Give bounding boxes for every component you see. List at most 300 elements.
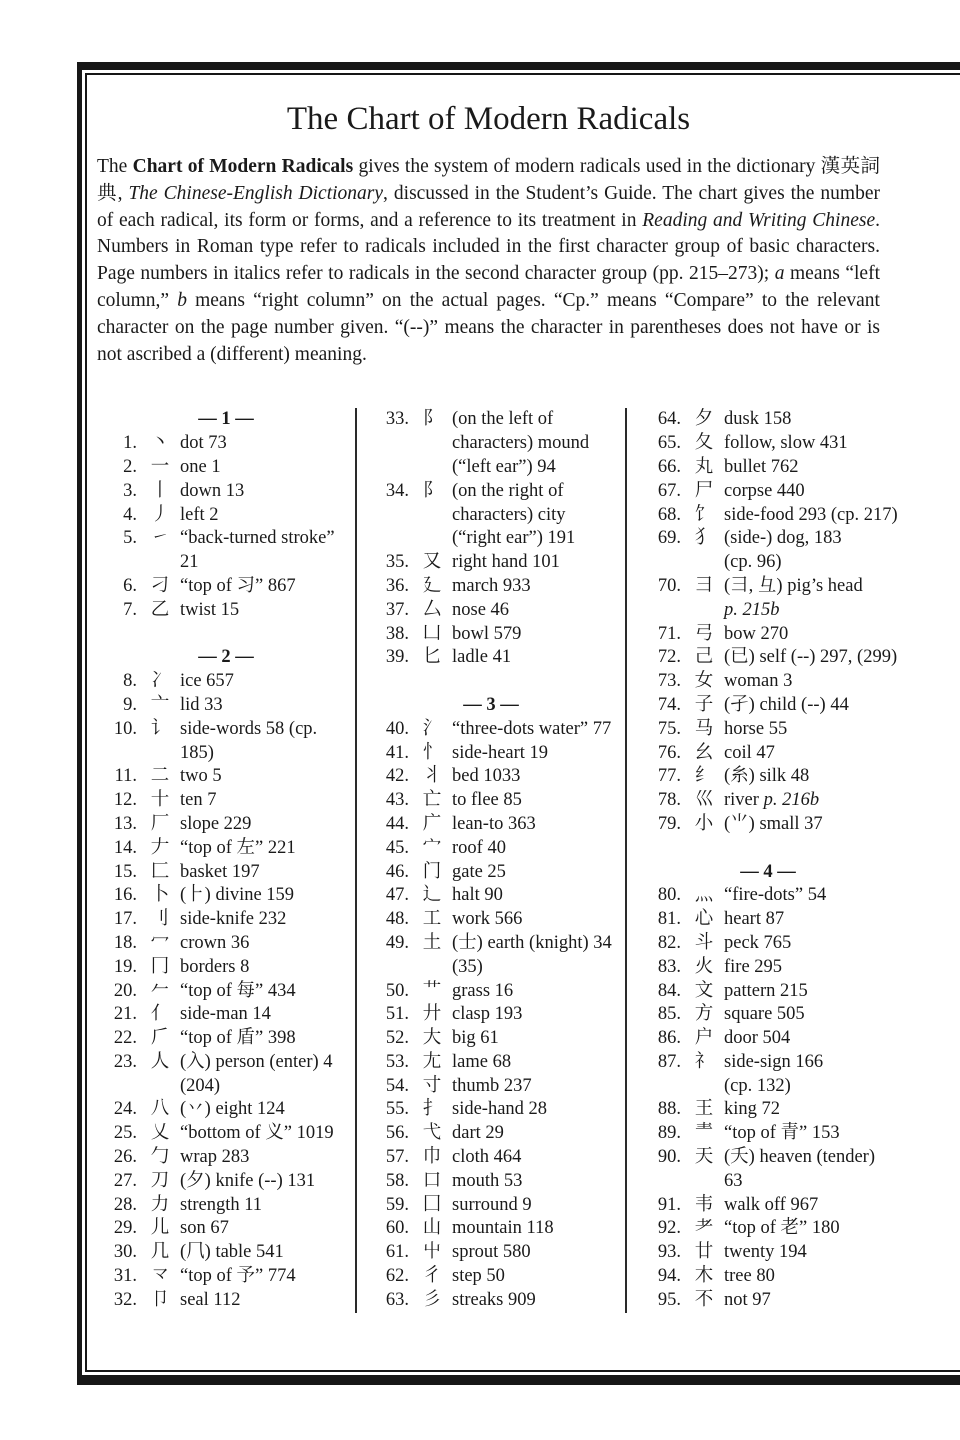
text-segment: side-heart 19 [452, 742, 549, 763]
radical-description [724, 480, 909, 504]
radical-entry [97, 1122, 355, 1146]
radical-description [180, 980, 355, 1004]
radical-entry [369, 837, 625, 861]
radical-glyph: 天 [694, 1147, 714, 1168]
radical-description [180, 1289, 355, 1313]
radical-description [724, 1289, 909, 1313]
text-segment: ice 657 [180, 671, 234, 692]
radical-number: 92. [657, 1218, 681, 1239]
radical-description [180, 956, 355, 980]
radical-number: 43. [385, 790, 409, 811]
radical-description [180, 932, 355, 956]
radical-glyph: 卩 [150, 1289, 170, 1310]
radical-glyph: 夂 [694, 433, 714, 454]
radical-entry [643, 1122, 909, 1146]
radical-glyph: 乂 [150, 1123, 170, 1144]
text-segment: slope 229 [180, 813, 252, 834]
radical-glyph: 尸 [694, 480, 714, 501]
radical-entry [97, 599, 355, 623]
radical-description [180, 1051, 355, 1099]
text-segment: son 67 [180, 1218, 229, 1239]
radical-description [452, 813, 625, 837]
radical-number: 36. [385, 575, 409, 596]
radical-description [452, 742, 625, 766]
radical-description [452, 1241, 625, 1265]
radical-glyph: 二 [150, 766, 170, 787]
radical-number: 20. [113, 980, 137, 1001]
radical-entry [97, 1170, 355, 1194]
radical-description [452, 1170, 625, 1194]
radical-description [724, 908, 909, 932]
radical-glyph: ㇀ [150, 528, 170, 549]
text-segment: “top of 左” 221 [180, 837, 296, 858]
radical-entry [97, 1003, 355, 1027]
radical-glyph: 饣 [694, 504, 714, 525]
radical-glyph: 礻 [694, 1051, 714, 1072]
text-segment: side-man 14 [180, 1004, 271, 1025]
text-segment: right hand 101 [452, 552, 560, 573]
radical-description [452, 861, 625, 885]
radical-description [724, 694, 909, 718]
chart-column-3 [627, 408, 909, 1312]
radical-glyph: 匚 [150, 861, 170, 882]
radical-entry [97, 837, 355, 861]
radical-glyph: 王 [694, 1099, 714, 1120]
text-segment: square 505 [724, 1004, 805, 1025]
radical-description [180, 1241, 355, 1265]
radical-number: 17. [113, 909, 137, 930]
radical-number: 77. [657, 766, 681, 787]
radical-description [180, 813, 355, 837]
radical-glyph: 廾 [422, 1004, 442, 1025]
radical-description [452, 837, 625, 861]
radical-number: 57. [385, 1147, 409, 1168]
radical-number: 12. [113, 790, 137, 811]
radical-glyph: 𠂇 [150, 837, 170, 858]
radical-number: 27. [113, 1170, 137, 1191]
radical-number: 7. [123, 599, 137, 620]
radical-entry [643, 480, 909, 504]
text-segment: (cp. 96) [724, 552, 782, 573]
radical-description [452, 789, 625, 813]
radical-number: 87. [657, 1051, 681, 1072]
radical-number: 9. [123, 694, 137, 715]
text-segment: 63 [724, 1170, 743, 1191]
text-segment: gives the system of modern radicals used in the dictionary 漢英詞典, [97, 156, 880, 204]
radical-entry [97, 1051, 355, 1099]
text-segment: side-food 293 (cp. 217) [724, 504, 898, 525]
radical-description [452, 599, 625, 623]
radical-number: 26. [113, 1147, 137, 1168]
radical-number: 48. [385, 909, 409, 930]
text-segment: “top of 予” 774 [180, 1266, 296, 1287]
text-segment: (⺇) table 541 [180, 1242, 284, 1263]
text-segment: (入) person (enter) 4 [180, 1051, 333, 1072]
radical-description [180, 1170, 355, 1194]
page-frame-outer [77, 62, 960, 1385]
radical-glyph: 山 [422, 1218, 442, 1239]
radical-description [724, 1027, 909, 1051]
text-segment: twist 15 [180, 599, 240, 620]
radical-number: 59. [385, 1194, 409, 1215]
intro-paragraph [97, 154, 880, 368]
radical-description [724, 1003, 909, 1027]
radical-description [724, 432, 909, 456]
radical-description [180, 1146, 355, 1170]
radical-entry [369, 1265, 625, 1289]
radical-number: 63. [385, 1289, 409, 1310]
radical-glyph: 十 [150, 790, 170, 811]
radical-glyph: 夕 [694, 409, 714, 430]
radical-number: 4. [123, 504, 137, 525]
text-segment: side-knife 232 [180, 909, 287, 930]
text-segment: basket 197 [180, 861, 260, 882]
text-segment: (丷) eight 124 [180, 1099, 285, 1120]
radical-entry [97, 694, 355, 718]
radical-entry [369, 575, 625, 599]
radical-number: 14. [113, 837, 137, 858]
text-segment: crown 36 [180, 932, 250, 953]
radical-description [724, 504, 909, 528]
page-frame-inner [85, 73, 960, 1372]
radical-description [180, 789, 355, 813]
text-segment: big 61 [452, 1028, 499, 1049]
radical-number: 94. [657, 1266, 681, 1287]
spacer [643, 837, 909, 861]
radical-entry [643, 456, 909, 480]
radical-description [724, 575, 909, 623]
radical-entry [643, 742, 909, 766]
radical-entry [97, 980, 355, 1004]
text-segment: borders 8 [180, 956, 250, 977]
radical-description [180, 718, 355, 766]
radical-number: 67. [657, 480, 681, 501]
radical-description [180, 884, 355, 908]
text-segment: (35) [452, 956, 483, 977]
radical-description [724, 1051, 909, 1099]
spacer [97, 623, 355, 647]
radical-number: 51. [385, 1004, 409, 1025]
radical-number: 69. [657, 528, 681, 549]
radical-entry [643, 1265, 909, 1289]
radical-glyph: 子 [694, 694, 714, 715]
radical-number: 1. [123, 433, 137, 454]
text-segment: river [724, 790, 764, 811]
radical-description [452, 1027, 625, 1051]
text-segment: dart 29 [452, 1123, 504, 1144]
radical-entry [369, 742, 625, 766]
radical-description [724, 1146, 909, 1194]
text-segment: (“right ear”) 191 [452, 528, 576, 549]
text-segment: a [774, 263, 785, 285]
text-segment: twenty 194 [724, 1242, 807, 1263]
radical-glyph: 文 [694, 980, 714, 1001]
radical-glyph: 火 [694, 956, 714, 977]
radical-entry [643, 527, 909, 575]
text-segment: coil 47 [724, 742, 775, 763]
radical-entry [369, 1003, 625, 1027]
radical-description [180, 527, 355, 575]
radical-description [452, 980, 625, 1004]
radical-description [724, 789, 909, 813]
radical-description [452, 1051, 625, 1075]
radical-glyph: 灬 [694, 885, 714, 906]
page-title: The Chart of Modern Radicals [286, 101, 691, 137]
radical-description [724, 527, 909, 575]
radical-description [452, 575, 625, 599]
radical-glyph: 儿 [150, 1218, 170, 1239]
radical-entry [643, 646, 909, 670]
radical-description [452, 551, 625, 575]
radical-entry [643, 432, 909, 456]
radical-entry [369, 932, 625, 980]
text-segment: side-words 58 (cp. [180, 718, 318, 739]
text-segment: heart 87 [724, 909, 785, 930]
text-segment: walk off 967 [724, 1194, 819, 1215]
radical-entry [643, 1289, 909, 1313]
text-segment: (夭) heaven (tender) [724, 1147, 875, 1168]
text-segment: fire 295 [724, 956, 783, 977]
text-segment: b [177, 289, 187, 311]
radical-glyph: 彐 [694, 575, 714, 596]
radical-number: 11. [114, 766, 137, 787]
text-segment: step 50 [452, 1266, 505, 1287]
radical-glyph: 刂 [150, 909, 170, 930]
text-segment: The [97, 156, 133, 177]
section-header: — 1 — [198, 409, 254, 430]
text-segment: woman 3 [724, 671, 793, 692]
radical-number: 38. [385, 623, 409, 644]
section-header: — 4 — [740, 861, 796, 882]
radical-entry [97, 789, 355, 813]
radical-number: 30. [113, 1242, 137, 1263]
radical-glyph: 勹 [150, 1147, 170, 1168]
radical-description [724, 1241, 909, 1265]
radical-entry [369, 1122, 625, 1146]
text-segment: Chart of Modern Radicals [132, 156, 354, 177]
radical-number: 49. [385, 932, 409, 953]
radical-glyph: 冖 [150, 932, 170, 953]
radical-number: 95. [657, 1289, 681, 1310]
radical-glyph: 己 [694, 647, 714, 668]
text-segment: nose 46 [452, 599, 510, 620]
radical-number: 5. [123, 528, 137, 549]
radical-glyph: 厶 [422, 599, 442, 620]
text-segment: lid 33 [180, 694, 223, 715]
radical-number: 52. [385, 1028, 409, 1049]
radical-glyph: 马 [694, 718, 714, 739]
text-segment: “top of 习” 867 [180, 575, 296, 596]
radical-glyph: 辶 [422, 885, 442, 906]
radical-glyph: 寸 [422, 1075, 442, 1096]
radical-description [724, 456, 909, 480]
radical-entry [369, 599, 625, 623]
radical-description [724, 1194, 909, 1218]
radical-glyph: 力 [150, 1194, 170, 1215]
radical-number: 71. [657, 623, 681, 644]
radical-entry [643, 1146, 909, 1194]
radical-glyph: 𠂆 [150, 1028, 170, 1049]
radical-entry [643, 1217, 909, 1241]
radical-number: 19. [113, 956, 137, 977]
radical-description [724, 408, 909, 432]
radical-description [452, 1217, 625, 1241]
text-segment: to flee 85 [452, 790, 522, 811]
radical-entry [643, 932, 909, 956]
radical-number: 35. [385, 552, 409, 573]
radical-description [724, 623, 909, 647]
radical-glyph: 亠 [150, 694, 170, 715]
radical-number: 60. [385, 1218, 409, 1239]
radical-description [180, 861, 355, 885]
radical-entry [643, 504, 909, 528]
radical-number: 53. [385, 1051, 409, 1072]
radical-number: 13. [113, 813, 137, 834]
radical-glyph: 讠 [150, 718, 170, 739]
radical-description [724, 980, 909, 1004]
text-segment: march 933 [452, 575, 531, 596]
radical-glyph: 刀 [150, 1170, 170, 1191]
radical-number: 79. [657, 813, 681, 834]
radical-number: 22. [113, 1028, 137, 1049]
text-segment: bullet 762 [724, 456, 799, 477]
radical-description [452, 932, 625, 980]
radical-number: 18. [113, 932, 137, 953]
radical-description [452, 623, 625, 647]
radical-description [452, 1289, 625, 1313]
radical-number: 47. [385, 885, 409, 906]
radical-glyph: 女 [694, 671, 714, 692]
radical-description [180, 765, 355, 789]
radical-description [724, 646, 909, 670]
radical-entry [97, 1217, 355, 1241]
radical-glyph: 犭 [694, 528, 714, 549]
radical-description [452, 1098, 625, 1122]
text-segment: “three-dots water” 77 [452, 718, 612, 739]
text-segment: p. 216b [763, 790, 820, 811]
radical-glyph: 工 [422, 909, 442, 930]
radical-entry [97, 884, 355, 908]
radical-description [724, 1098, 909, 1122]
radical-entry [97, 861, 355, 885]
radical-entry [643, 1027, 909, 1051]
text-segment: halt 90 [452, 885, 503, 906]
text-segment: (夕) knife (--) 131 [180, 1170, 316, 1191]
radical-number: 82. [657, 932, 681, 953]
radical-number: 42. [385, 766, 409, 787]
text-segment: two 5 [180, 766, 222, 787]
radical-number: 84. [657, 980, 681, 1001]
radical-entry [369, 623, 625, 647]
radical-glyph: 方 [694, 1004, 714, 1025]
radical-glyph: 刁 [150, 575, 170, 596]
radical-number: 80. [657, 885, 681, 906]
radical-glyph: 忄 [422, 742, 442, 763]
radical-entry [369, 646, 625, 670]
text-segment: The Chinese-English Dictionary [128, 182, 384, 204]
radical-number: 40. [385, 718, 409, 739]
radical-number: 6. [123, 575, 137, 596]
radical-number: 33. [385, 409, 409, 430]
radical-number: 2. [123, 456, 137, 477]
radical-entry [369, 1051, 625, 1075]
text-segment: bowl 579 [452, 623, 522, 644]
text-segment: cloth 464 [452, 1147, 522, 1168]
radical-number: 90. [657, 1147, 681, 1168]
radical-description [180, 504, 355, 528]
text-segment: side-sign 166 [724, 1051, 824, 1072]
radical-glyph: 彡 [422, 1289, 442, 1310]
radical-glyph: 心 [694, 909, 714, 930]
radical-description [180, 575, 355, 599]
text-segment: (on the left of [452, 409, 554, 430]
radical-description [452, 646, 625, 670]
radical-number: 91. [657, 1194, 681, 1215]
radical-description [180, 1122, 355, 1146]
radical-glyph: 阝 [422, 409, 442, 430]
text-segment: . Numbers in Roman type refer to radicals included in the first character group of basic characters. Page numbers in italics refer to radicals in the second character group (pp. 215–273); [97, 209, 880, 285]
radical-entry [369, 1075, 625, 1099]
radical-entry [97, 504, 355, 528]
radical-glyph: 土 [422, 932, 442, 953]
radical-glyph: 冂 [150, 956, 170, 977]
text-segment: down 13 [180, 480, 245, 501]
radical-entry [643, 956, 909, 980]
radical-entry [643, 1051, 909, 1099]
radical-description [180, 1217, 355, 1241]
radical-glyph: 幺 [694, 742, 714, 763]
radical-entry [369, 861, 625, 885]
text-segment: door 504 [724, 1028, 791, 1049]
radical-entry [97, 432, 355, 456]
radical-glyph: 丸 [694, 456, 714, 477]
radical-glyph: 宀 [422, 837, 442, 858]
radical-number: 56. [385, 1123, 409, 1144]
text-segment: (已) self (--) 297, (299) [724, 647, 898, 668]
radical-description [452, 1194, 625, 1218]
radical-number: 10. [113, 718, 137, 739]
radical-description [180, 694, 355, 718]
radical-glyph: 口 [422, 1170, 442, 1191]
text-segment: (士) earth (knight) 34 [452, 932, 612, 953]
text-segment: (204) [180, 1075, 221, 1096]
radical-number: 24. [113, 1099, 137, 1120]
radical-description [180, 908, 355, 932]
text-segment: (side-) dog, 183 [724, 528, 842, 549]
radical-entry [643, 813, 909, 837]
radical-description [724, 718, 909, 742]
radical-glyph: 巛 [694, 790, 714, 811]
text-segment: bed 1033 [452, 766, 521, 787]
radical-description [452, 1075, 625, 1099]
radical-number: 41. [385, 742, 409, 763]
radical-number: 62. [385, 1266, 409, 1287]
section-header: — 3 — [463, 694, 519, 715]
text-segment: characters) city [452, 504, 566, 525]
text-segment: horse 55 [724, 718, 788, 739]
radical-number: 54. [385, 1075, 409, 1096]
text-segment: lame 68 [452, 1051, 512, 1072]
radical-entry [369, 980, 625, 1004]
radical-entry [643, 694, 909, 718]
radical-glyph: 丶 [150, 433, 170, 454]
radical-number: 28. [113, 1194, 137, 1215]
radical-description [724, 1217, 909, 1241]
radical-entry [97, 527, 355, 575]
text-segment: peck 765 [724, 932, 792, 953]
radical-entry [643, 408, 909, 432]
radical-number: 83. [657, 956, 681, 977]
